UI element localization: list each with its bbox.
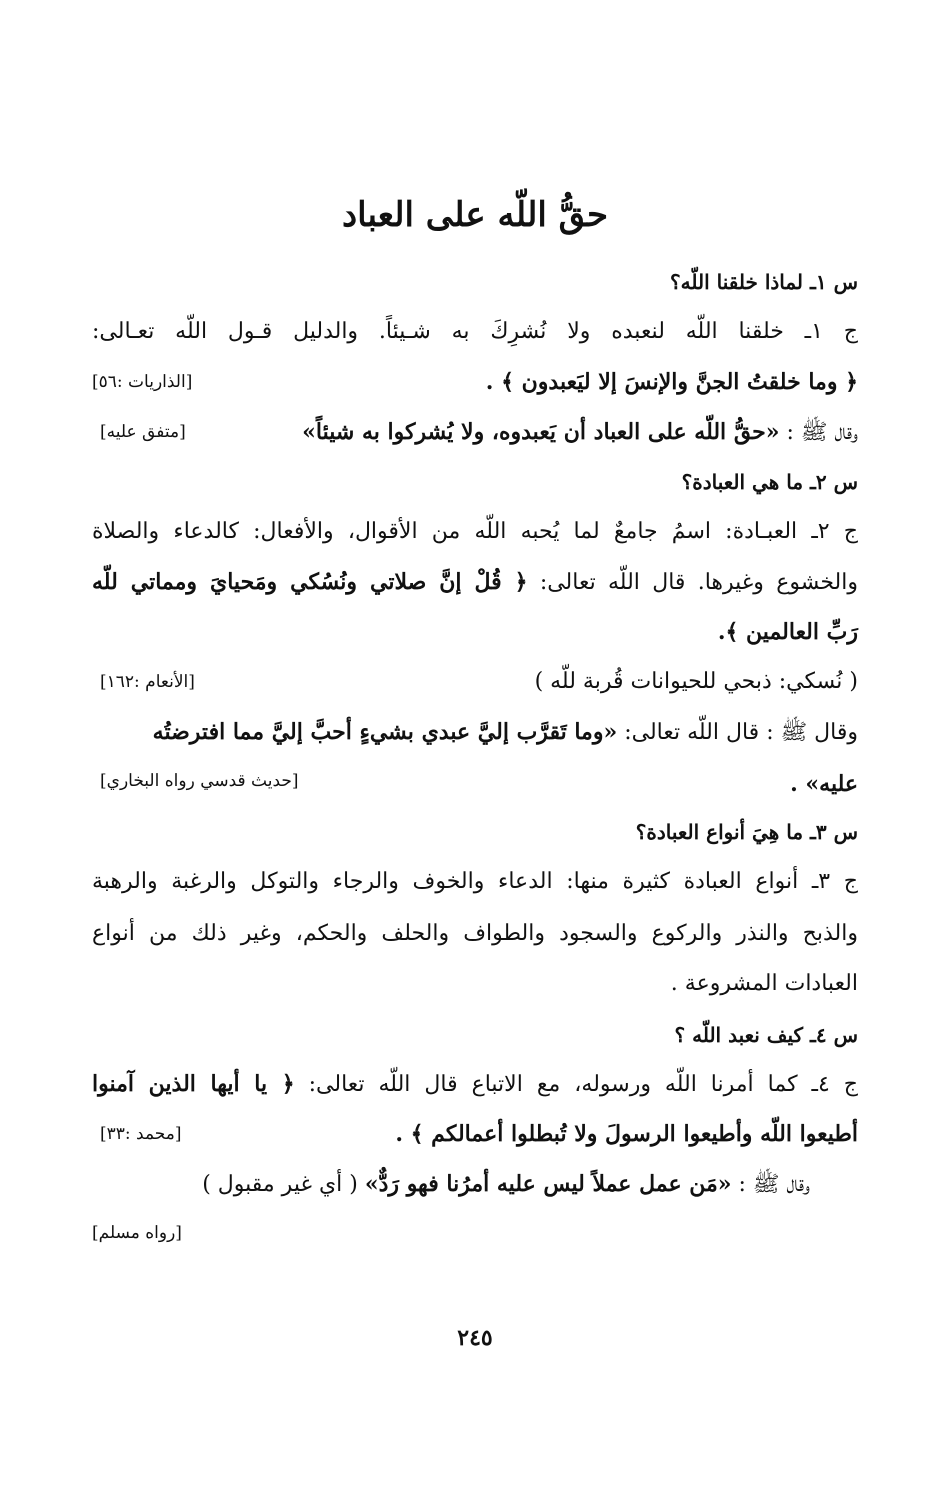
hadith-4-reference: [رواه مسلم] — [92, 1223, 182, 1243]
hadith-2-text: «وما تَقرَّب إليَّ عبدي بشيءٍ أحبَّ إليَّ مما افترضتُه — [152, 719, 618, 745]
hadith-1-intro: وقال ﷺ : — [786, 420, 858, 445]
answer-3-line-2: والذبح والنذر والركوع والسجود والطواف والحلف والحكم، وغير ذلك من أنواع — [92, 921, 858, 946]
answer-3-line-3: العبادات المشروعة . — [670, 971, 858, 996]
verse-2-end: رَبِّ العالمين ﴾. — [717, 619, 858, 645]
hadith-4-gloss: ( أي غير مقبول ) — [202, 1172, 358, 1197]
answer-1-line-1: ج ١ـ خلقنا اللّه لنعبده ولا نُشرِكَ به شـيئاً. والدليل قـول اللّه تعـالى: — [92, 319, 858, 344]
question-3: س ٣ـ ما هِيَ أنواع العبادة؟ — [635, 820, 858, 844]
verse-2-reference: [الأنعام :١٦٢] — [100, 672, 195, 692]
answer-4-line-1 — [92, 1064, 858, 1105]
hadith-2-line-1 — [92, 712, 858, 753]
answer-3-line-1: ج ٣ـ أنواع العبادة كثيرة منها: الدعاء والخوف والرجاء والتوكل والرغبة والرهبة — [92, 869, 858, 894]
hadith-4-text: «مَن عمل عملاً ليس عليه أمرُنا فهو رَدٌّ» — [364, 1171, 732, 1197]
question-4: س ٤ـ كيف نعبد اللّه ؟ — [674, 1023, 858, 1047]
verse-4-end: أطيعوا اللّه وأطيعوا الرسولَ ولا تُبطلوا أعمالكم ﴾ . — [395, 1121, 858, 1147]
page-number: ٢٤٥ — [457, 1325, 493, 1351]
gloss-2: ( نُسكي: ذبحي للحيوانات قُربة للّه ) — [534, 669, 858, 694]
question-1: س ١ـ لماذا خلقنا اللّه؟ — [670, 270, 858, 294]
hadith-4-intro: وقال ﷺ : — [738, 1172, 810, 1197]
hadith-4 — [92, 1164, 810, 1205]
answer-4-line-1-text: ج ٤ـ كما أمرنا اللّه ورسوله، مع الاتباع قال اللّه تعالى: — [308, 1072, 858, 1097]
answer-2-line-2-text: والخشوع وغيرها. قال اللّه تعالى: — [539, 570, 858, 595]
verse-1: ﴿ وما خلقتُ الجنَّ والإنسَ إلا ليَعبدون ﴾ . — [485, 369, 858, 395]
hadith-2-line-2: عليه» . — [790, 771, 858, 797]
verse-4-start: ﴿ يا أيها الذين آمنوا — [92, 1071, 295, 1097]
hadith-1-reference: [متفق عليه] — [100, 422, 186, 442]
hadith-2-reference: [حديث قدسي رواه البخاري] — [100, 771, 299, 791]
verse-1-reference: [الذاريات :٥٦] — [92, 372, 193, 392]
hadith-1-text: «حقُّ اللّه على العباد أن يَعبدوه، ولا يُشركوا به شيئاً» — [302, 419, 780, 445]
answer-2-line-1: ج ٢ـ العبـادة: اسمُ جامعٌ لما يُحبه اللّه من الأقوال، والأفعال: كالدعاء والصلاة — [92, 519, 858, 544]
page-title: حقُّ اللّه على العباد — [341, 195, 609, 235]
verse-4-reference: [محمد :٣٣] — [100, 1124, 182, 1144]
verse-2-start: ﴿ قُلْ إنَّ صلاتي ونُسُكي ومَحيايَ ومماتي للّه — [92, 569, 528, 595]
hadith-1 — [250, 412, 858, 453]
question-2: س ٢ـ ما هي العبادة؟ — [681, 470, 858, 494]
hadith-2-intro: وقال ﷺ : قال اللّه تعالى: — [624, 720, 858, 745]
answer-2-line-2 — [92, 562, 858, 603]
